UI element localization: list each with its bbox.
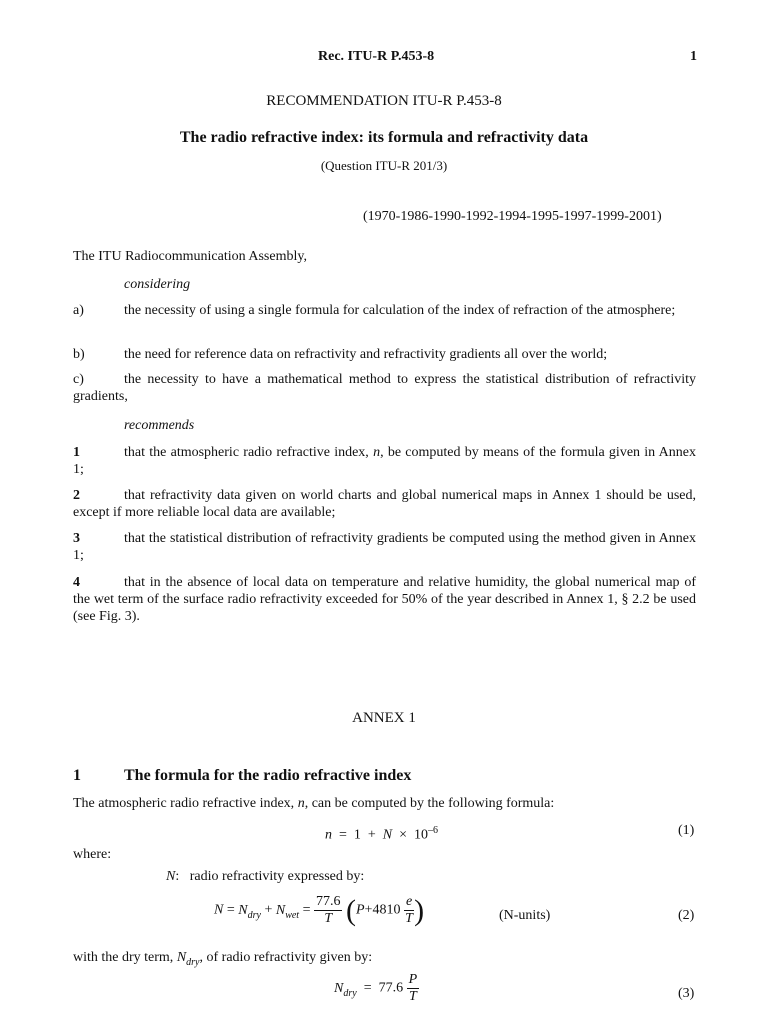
item-label: 1	[73, 445, 80, 460]
text: with the dry term,	[73, 950, 177, 965]
equation-2: $N = N_{dry} + N_{wet}$ = $\frac{77.6}{T}$ (P+4810 $\frac{e}{T}$ )	[214, 894, 425, 927]
section-title: The formula for the radio refractive index	[124, 767, 412, 784]
recommends-item-4	[73, 574, 696, 625]
equation-label-1: (1)	[678, 823, 695, 838]
item-label: 2	[73, 488, 80, 503]
item-text: that the atmospheric radio refractive index,	[124, 445, 374, 460]
equation-label-3: (3)	[678, 986, 695, 1001]
revision-years: (1970-1986-1990-1992-1994-1995-1997-1999-2001)	[363, 209, 662, 224]
item-label: b)	[73, 347, 85, 362]
section-number: 1	[73, 767, 81, 784]
document-heading: The radio refractive index: its formula and refractivity data	[179, 129, 589, 146]
item-label: c)	[73, 372, 84, 387]
dry-term-intro: with the dry term, $N_{dry}$, of radio refractivity given by:	[73, 950, 373, 968]
text: The atmospheric radio refractive index,	[73, 796, 298, 811]
equation-label-2: (2)	[678, 908, 695, 923]
definition-text: radio refractivity expressed by:	[189, 869, 365, 884]
item-text: that refractivity data given on world charts and global numerical maps in Annex 1 should be used, except if more reliable local data are available;	[73, 488, 696, 520]
item-label: a)	[73, 303, 84, 318]
considering-item-a	[73, 302, 696, 319]
running-header: Rec. ITU-R P.453-8	[318, 49, 435, 64]
item-text: the necessity of using a single formula for calculation of the index of refraction of the atmosphere;	[124, 303, 676, 318]
item-text: , be computed by means of the formula given in Annex 1;	[73, 445, 696, 477]
text: , can be computed by the following formula:	[304, 796, 555, 811]
question-reference: (Question ITU-R 201/3)	[320, 158, 448, 173]
recommendation-title: RECOMMENDATION ITU-R P.453-8	[266, 93, 502, 109]
considering-item-c	[73, 371, 696, 405]
item-text: that in the absence of local data on temperature and relative humidity, the global numerical map of the wet term of the surface radio refractivity exceeded for 50% of the year described in Annex 1, § 2.2 be used (see Fig. 3).	[73, 575, 696, 624]
item-label: 4	[73, 575, 80, 590]
where-label: where:	[73, 847, 112, 862]
variable-n: n	[373, 445, 381, 460]
considering-label: considering	[124, 277, 191, 292]
page-number: 1	[690, 49, 697, 64]
recommends-item-3	[73, 530, 696, 564]
n-units-label: (N-units)	[499, 908, 551, 923]
equation-1: $n = 1 + N \times 10^{-6}$	[325, 825, 439, 843]
formula-intro	[73, 795, 554, 812]
variable-n: n	[297, 796, 305, 811]
recommends-item-2	[73, 487, 696, 521]
item-text: that the statistical distribution of refractivity gradients be computed using the method given in Annex 1;	[73, 531, 696, 563]
item-label: 3	[73, 531, 80, 546]
annex-title: ANNEX 1	[352, 710, 416, 726]
item-text: the necessity to have a mathematical method to express the statistical distribution of refractivity gradients,	[73, 372, 696, 404]
recommends-item-1	[73, 444, 696, 478]
assembly-intro: The ITU Radiocommunication Assembly,	[73, 249, 307, 264]
equation-3: $N_{dry} = 77.6$ $\frac{P}{T}$	[334, 972, 418, 1004]
n-definition: N: radio refractivity expressed by:	[166, 869, 365, 884]
considering-item-b	[73, 346, 696, 363]
text: , of radio refractivity given by:	[199, 950, 373, 965]
variable-N: N	[166, 869, 176, 884]
item-text: the need for reference data on refractivity and refractivity gradients all over the world;	[124, 347, 608, 362]
recommends-label: recommends	[124, 418, 195, 433]
